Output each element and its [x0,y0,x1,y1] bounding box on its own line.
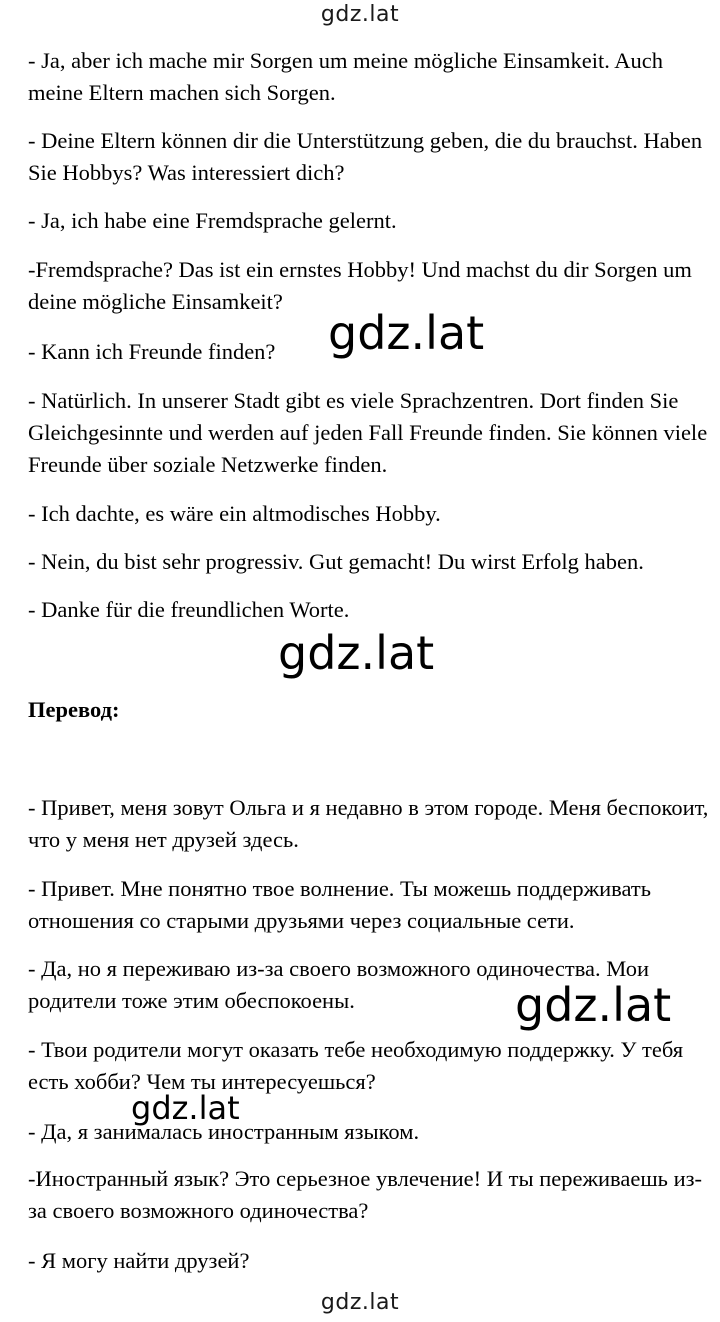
russian-line-7: - Я могу найти друзей? [28,1248,250,1273]
russian-line-3: - Да, но я переживаю из-за своего возможного одиночества. Мои родители тоже этим обеспокоены. [28,956,650,1013]
russian-line-5: - Да, я занималась иностранным языком. [28,1119,420,1144]
german-line-7: - Ich dachte, es wäre ein altmodisches Hobby. [28,501,441,526]
translation-heading: Перевод: [28,697,120,722]
german-line-6: - Natürlich. In unserer Stadt gibt es viele Sprachzentren. Dort finden Sie Gleichgesinnte und werden auf jeden Fall Freunde finden. Sie können viele Freunde über soziale Netzwerke finden. [28,388,708,477]
german-line-9: - Danke für die freundlichen Worte. [28,597,350,622]
watermark-4: gdz.lat [131,1089,240,1127]
watermark-2: gdz.lat [278,626,435,680]
russian-line-6: -Иностранный язык? Это серьезное увлечение! И ты переживаешь из-за своего возможного одиночества? [28,1166,702,1223]
german-line-3: - Ja, ich habe eine Fremdsprache gelernt. [28,208,397,233]
footer-site-label: gdz.lat [320,1290,400,1315]
german-line-4: -Fremdsprache? Das ist ein ernstes Hobby! Und machst du dir Sorgen um deine mögliche Einsamkeit? [28,257,692,314]
watermark-3: gdz.lat [515,978,672,1032]
russian-line-2: - Привет. Мне понятно твое волнение. Ты можешь поддерживать отношения со старыми друзьями через социальные сети. [28,876,651,933]
russian-line-1: - Привет, меня зовут Ольга и я недавно в этом городе. Меня беспокоит, что у меня нет друзей здесь. [28,795,709,852]
header-site-label: gdz.lat [320,2,400,27]
german-line-2: - Deine Eltern können dir die Unterstützung geben, die du brauchst. Haben Sie Hobbys? Was interessiert dich? [28,128,703,185]
german-line-1: - Ja, aber ich mache mir Sorgen um meine mögliche Einsamkeit. Auch meine Eltern machen sich Sorgen. [28,48,664,105]
german-line-5: - Kann ich Freunde finden? [28,339,276,364]
russian-line-4: - Твои родители могут оказать тебе необходимую поддержку. У тебя есть хобби? Чем ты интересуешься? [28,1037,684,1094]
german-line-8: - Nein, du bist sehr progressiv. Gut gemacht! Du wirst Erfolg haben. [28,549,644,574]
watermark-1: gdz.lat [328,306,485,360]
